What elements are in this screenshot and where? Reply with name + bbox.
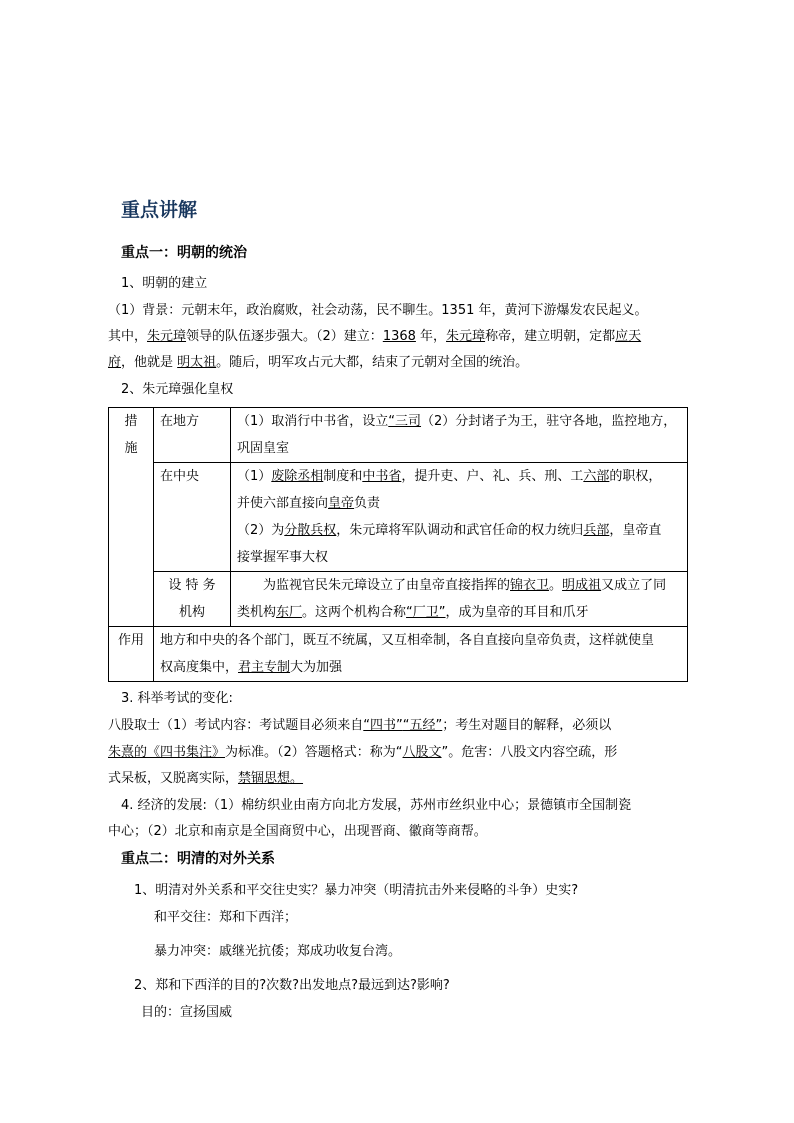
- answer-conflict: 暴力冲突：戚继光抗倭；郑成功收复台湾。: [154, 944, 402, 959]
- yingtian: 应天: [615, 329, 642, 344]
- section1-title: 重点一：明朝的统治: [121, 245, 247, 261]
- table-row-central: [109, 463, 688, 572]
- table-row-special: [109, 572, 688, 627]
- item1-title: 1、明朝的建立: [121, 276, 208, 291]
- measures-table: [108, 407, 688, 682]
- effect-label: 作用: [109, 627, 154, 682]
- special-text: 为监视官民朱元璋设立了由皇帝直接指挥的锦衣卫。明成祖又成立了同 类机构东厂。这两个机构合称“厂卫”，成为皇帝的耳目和爪牙: [231, 572, 688, 627]
- page-heading: 重点讲解: [121, 199, 198, 221]
- answer-peaceful: 和平交往：郑和下西洋；: [154, 910, 298, 925]
- table-row-local: [109, 408, 688, 463]
- paragraph4-line2: 中心；（2）北京和南京是全国商贸中心，出现晋商、徽商等商帮。: [108, 824, 487, 839]
- special-label: 设 特 务 机构: [154, 572, 231, 627]
- zhu-yuanzhang-2: 朱元璋: [446, 329, 486, 344]
- measures-label: 措 施: [109, 408, 154, 627]
- item3-title: 3. 科举考试的变化:: [121, 691, 233, 706]
- local-label: 在地方: [154, 408, 231, 463]
- table-row-effect: [109, 627, 688, 682]
- item2-title: 2、朱元璋强化皇权: [121, 382, 234, 397]
- paragraph4-line1: 4. 经济的发展:（1）棉纺织业由南方向北方发展，苏州市丝织业中心；景德镇市全国制瓷: [121, 798, 632, 813]
- question1: 1、明清对外关系和平交往史实？暴力冲突（明清抗击外来侵略的斗争）史实?: [134, 883, 579, 898]
- central-label: 在中央: [154, 463, 231, 572]
- paragraph1-line1: （1）背景：元朝末年，政治腐败，社会动荡，民不聊生。1351 年，黄河下游爆发农民起义。: [108, 303, 648, 318]
- question2: 2、郑和下西洋的目的?次数?出发地点?最远到达?影响?: [134, 978, 450, 993]
- paragraph3-line1: 八股取士（1）考试内容：考试题目必须来自“四书”“五经”；考生对题目的解释，必须以: [108, 718, 612, 733]
- section2-title: 重点二：明清的对外关系: [121, 851, 275, 867]
- answer-purpose: 目的：宣扬国威: [141, 1005, 233, 1020]
- effect-text: 地方和中央的各个部门，既互不统属，又互相牵制，各自直接向皇帝负责，这样就使皇 权高度集中，君主专制大为加强: [154, 627, 688, 682]
- zhu-yuanzhang-1: 朱元璋: [147, 329, 187, 344]
- central-text: （1）废除丞相制度和中书省，提升吏、户、礼、兵、刑、工六部的职权， 并使六部直接向皇帝负责 （2）为分散兵权，朱元璋将军队调动和武官任命的权力统归兵部，皇帝直 接掌握军事大权: [231, 463, 688, 572]
- paragraph3-line3: 式呆板，又脱离实际，禁锢思想。: [108, 771, 304, 786]
- paragraph1-line3: 府，他就是 明太祖。随后，明军攻占元大都，结束了元朝对全国的统治。: [108, 355, 529, 370]
- year-1368: 1368: [382, 329, 416, 344]
- local-text: （1）取消行中书省，设立“三司（2）分封诸子为王，驻守各地，监控地方， 巩固皇室: [231, 408, 688, 463]
- paragraph3-line2: 朱熹的《四书集注》为标准。（2）答题格式：称为“八股文”。危害：八股文内容空疏，形: [108, 745, 618, 760]
- paragraph1-line2: 其中，朱元璋领导的队伍逐步强大。（2）建立：1368 年，朱元璋称帝，建立明朝，定都应天: [108, 329, 642, 344]
- ming-taizu: 明太祖: [177, 355, 217, 370]
